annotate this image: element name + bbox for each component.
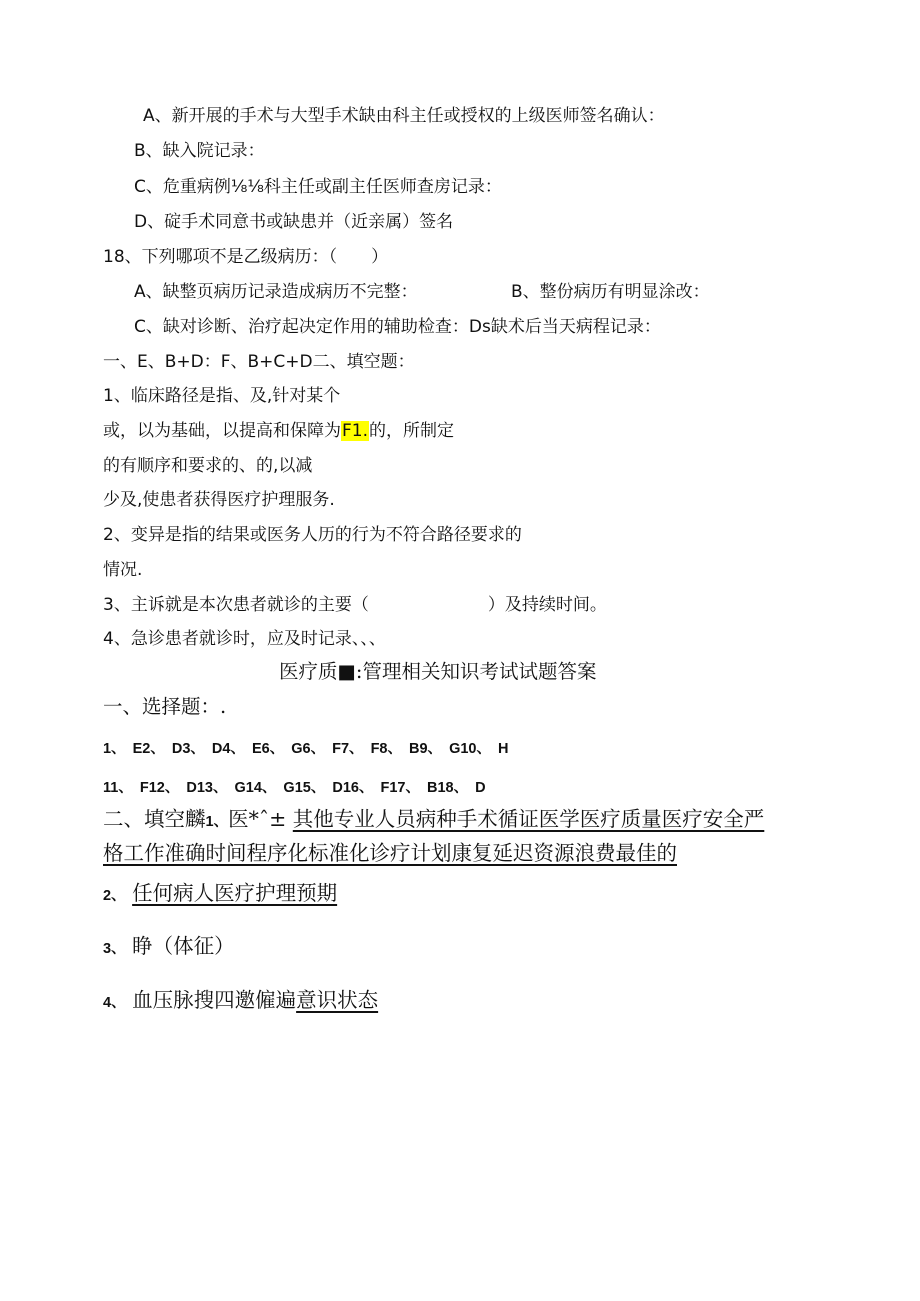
fill-answer-4-number: 4、 [103,995,126,1011]
fill-answer-3-text: 睁（体征） [132,934,235,958]
fill-q1-line3: 的有顺序和要求的、的,以减 [103,456,313,476]
fill-q1-line2 [103,416,454,441]
fill-answer-2 [103,876,337,906]
fill-answer-4 [103,983,378,1013]
fill-q1-line2-pre: 或，以为基础，以提高和保障为 [103,421,341,441]
fill-answer-2-number: 2、 [103,888,126,904]
fill-answer-4-plain: 血压脉搜四邀僱遍 [132,988,297,1012]
choice-answers-row-1: 1、 E2、 D3、 D4、 E6、 G6、 F7、 F8、 B9、 G10、 H [103,741,509,757]
fill-q2-line2: 情况. [103,560,143,580]
fill-answers-heading: 二、填空麟 [103,807,206,831]
fill-answer-1-mid: 医*ˆ± [228,807,287,831]
q18-option-b: B、整份病历有明显涂改： [511,282,710,302]
choice-answers-row-2: 11、 F12、 D13、 G14、 G15、 D16、 F17、 B18、 D [103,780,486,796]
answer-title: 医疗质■:管理相关知识考试试题答案 [279,660,597,683]
fill-answer-1-number: 1、 [205,814,229,830]
fill-answer-4-underlined: 意识状态 [296,988,379,1012]
answer-section-choice: 一、选择题：. [103,695,227,718]
fill-q2-line1: 2、变异是指的结果或医务人历的行为不符合路径要求的 [103,525,522,545]
q17-option-c: C、危重病例⅛⅛科主任或副主任医师查房记录： [134,177,502,197]
q18-stem: 18、下列哪项不是乙级病历：（ ） [103,247,389,267]
fill-answer-1-underlined: 其他专业人员病种手术循证医学医疗质量医疗安全严 [292,807,765,831]
fill-q4: 4、急诊患者就诊时，应及时记录、、、 [103,629,386,649]
fill-answer-3 [103,929,235,959]
fill-q1-line1: 1、临床路径是指、及,针对某个 [103,386,341,406]
q17-option-b: B、缺入院记录： [134,141,265,161]
q17-option-a: A、新开展的手术与大型手术缺由科主任或授权的上级医师签名确认： [143,106,665,126]
partial-answers: 一、E、B+D：F、B+C+D二、填空题： [103,352,415,372]
fill-answers-line1 [103,802,764,832]
fill-answer-3-number: 3、 [103,941,126,957]
highlight-mark: F1. [342,421,368,441]
fill-q1-line2-post: 的，所制定 [369,421,454,441]
q18-option-a: A、缺整页病历记录造成病历不完整： [134,282,418,302]
fill-q3: 3、主诉就是本次患者就诊的主要（ ）及持续时间。 [103,595,607,615]
fill-q1-line4: 少及,使患者获得医疗护理服务. [103,490,335,510]
q18-option-cd: C、缺对诊断、治疗起决定作用的辅助检查：Ds缺术后当天病程记录： [134,317,661,337]
fill-answer-2-text: 任何病人医疗护理预期 [132,881,338,905]
q17-option-d: D、碇手术同意书或缺患并（近亲属）签名 [134,212,454,232]
fill-answers-line2: 格工作准确时间程序化标准化诊疗计划康复延迟资源浪费最佳的 [103,841,677,865]
